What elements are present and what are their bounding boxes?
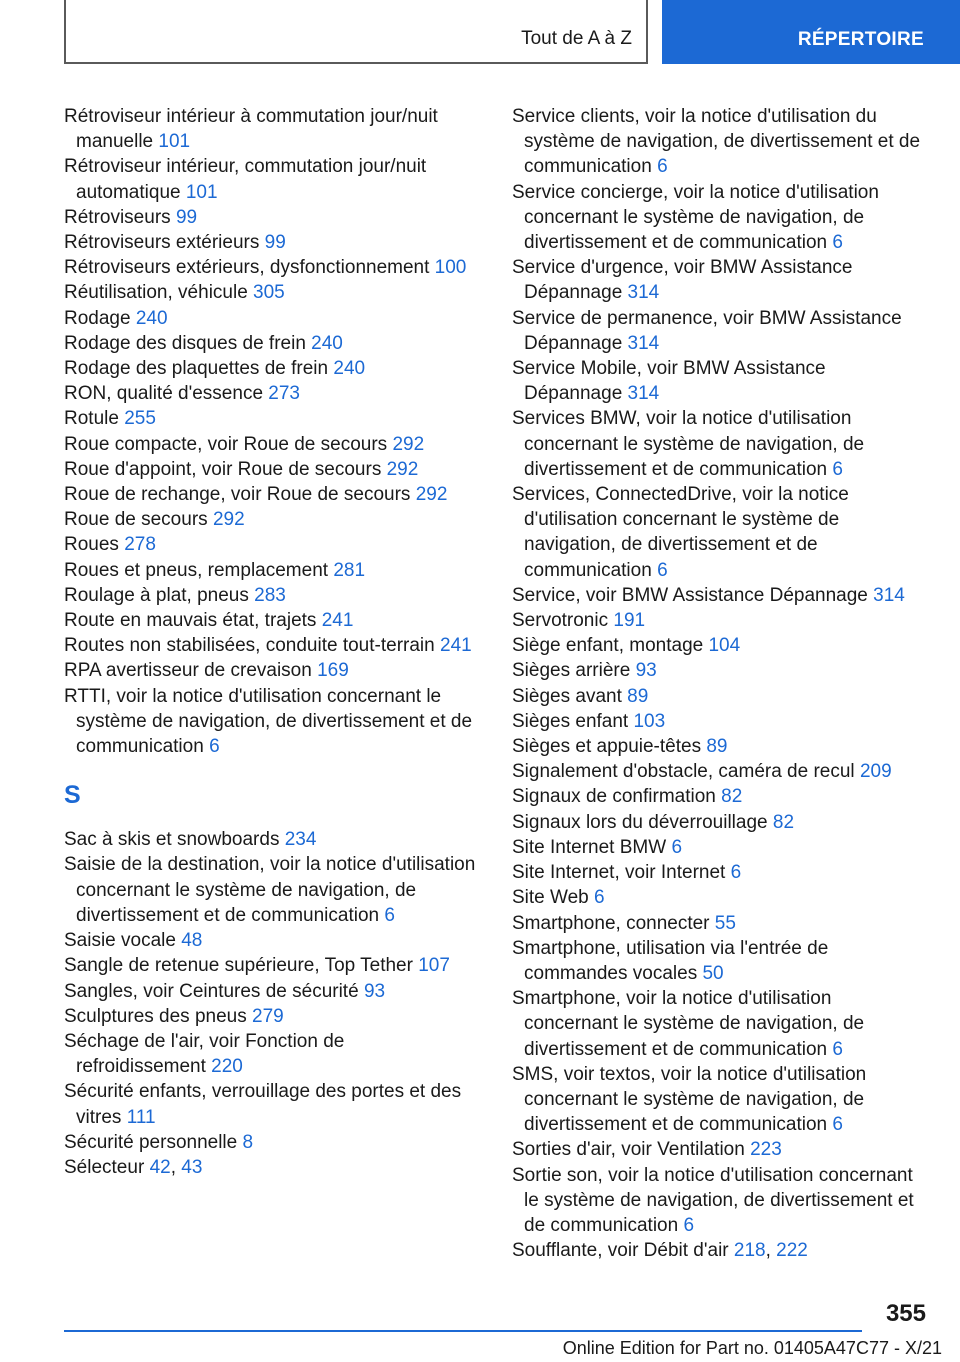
index-entry [64, 633, 476, 658]
index-entry-text: Rotule [64, 408, 119, 430]
index-entry [512, 633, 926, 658]
index-entry-text: Service d'urgence, voir BMW Assistance Dépannage [512, 257, 853, 304]
page-reference-link[interactable]: 103 [633, 710, 666, 732]
index-entry-text: Roulage à plat, pneus [64, 584, 249, 606]
page-reference-link[interactable]: 42 [149, 1156, 171, 1178]
page-reference-link[interactable]: 8 [242, 1131, 254, 1153]
index-entry [64, 205, 476, 230]
index-entry-text: RPA avertisseur de crevaison [64, 660, 312, 682]
index-entry [64, 306, 476, 331]
index-entry-text: RON, qualité d'essence [64, 383, 264, 405]
page-reference-link[interactable]: 292 [415, 484, 448, 506]
page-reference-link[interactable]: 6 [832, 1038, 843, 1060]
page-reference-link[interactable]: 292 [392, 433, 425, 455]
index-entry [64, 482, 476, 507]
index-entry [512, 608, 926, 633]
index-list-s-continued [512, 104, 926, 1263]
page-reference-link[interactable]: 209 [859, 761, 892, 783]
index-entry-text: Sièges et appuie-têtes [512, 736, 702, 758]
index-entry-text: Siège enfant, montage [512, 635, 704, 657]
index-entry [64, 255, 476, 280]
page-reference-link[interactable]: 292 [386, 458, 419, 480]
page-reference-link[interactable]: 6 [671, 836, 683, 858]
index-entry-text: Sortie son, voir la notice d'utilisation concernant le système de navigation, de divertissement et de communication [512, 1164, 914, 1236]
index-entry-text: Rétroviseur intérieur à commutation jour/nuit manuelle [64, 106, 438, 153]
page-reference-link[interactable]: 6 [209, 736, 220, 758]
index-entry-text: Saisie vocale [64, 930, 176, 952]
index-entry-text: Sécurité enfants, verrouillage des portes et des vitres [64, 1081, 462, 1128]
index-entry [64, 979, 476, 1004]
page-reference-link[interactable]: 82 [772, 811, 795, 833]
page-reference-link[interactable]: 6 [594, 887, 605, 909]
page-reference-link[interactable]: 278 [124, 534, 156, 556]
index-entry-text: Sac à skis et snowboards [64, 829, 280, 851]
index-entry [64, 1004, 476, 1029]
index-entry [512, 658, 926, 683]
index-entry-text: Service, voir BMW Assistance Dépannage [512, 584, 868, 606]
index-entry-text: Service concierge, voir la notice d'utilisation concernant le système de navigation, de divertissement et de communication [512, 181, 879, 254]
page-reference-link[interactable]: 55 [714, 912, 736, 934]
page-reference-link[interactable]: 314 [627, 282, 660, 304]
index-entry-text: Sièges avant [512, 685, 622, 707]
page-reference-link[interactable]: 6 [384, 904, 395, 926]
page-reference-link[interactable]: 89 [627, 685, 649, 707]
index-entry [64, 684, 476, 760]
index-entry-text: Rodage des disques de frein [64, 332, 306, 354]
index-entry [512, 810, 926, 835]
page-reference-link[interactable]: 111 [126, 1106, 156, 1128]
page-reference-link[interactable]: 6 [832, 458, 843, 480]
index-entry-text: Roue de secours [64, 509, 208, 531]
index-entry [512, 406, 926, 482]
index-entry-text: Signaux de confirmation [512, 786, 716, 808]
index-entry-text: Sangles, voir Ceintures de sécurité [64, 980, 359, 1002]
index-entry-text: Rétroviseur intérieur, commutation jour/nuit automatique [64, 156, 427, 203]
page-reference-link[interactable]: 240 [135, 307, 168, 329]
page-reference-link[interactable]: 305 [253, 282, 285, 304]
footer-edition: Online Edition for Part no. 01405A47C77 - X/21 [562, 1338, 942, 1358]
index-entry-text: Site Web [512, 887, 589, 909]
index-entry [64, 381, 476, 406]
index-entry [512, 482, 926, 583]
index-entry [512, 356, 926, 406]
index-entry [512, 885, 926, 910]
index-entry [512, 835, 926, 860]
index-entry [64, 507, 476, 532]
page-reference-link[interactable]: 101 [158, 131, 191, 153]
index-entry [64, 104, 476, 154]
index-entry-text: Rodage [64, 307, 131, 329]
index-entry [64, 928, 476, 953]
page-reference-link[interactable]: 240 [311, 332, 343, 354]
index-entry-text: Signalement d'obstacle, caméra de recul [512, 761, 855, 783]
page-reference-link[interactable]: 6 [657, 559, 668, 581]
page-reference-link[interactable]: 222 [776, 1240, 808, 1262]
index-entry [64, 558, 476, 583]
page-reference-link[interactable]: 99 [264, 232, 286, 254]
index-entry [64, 827, 476, 852]
index-entry [512, 1062, 926, 1138]
index-entry-text: Routes non stabilisées, conduite tout-terrain [64, 635, 435, 657]
page-reference-link[interactable]: 241 [440, 635, 472, 657]
index-entry-text: Service Mobile, voir BMW Assistance Dépannage [512, 358, 826, 405]
index-entry [64, 406, 476, 431]
index-entry [512, 936, 926, 986]
page-reference-link[interactable]: 93 [363, 980, 386, 1002]
page-reference-link[interactable]: 314 [873, 584, 905, 606]
index-entry [64, 1130, 476, 1155]
index-entry [512, 784, 926, 809]
index-entry-text: Sangle de retenue supérieure, Top Tether [64, 955, 413, 977]
index-entry-text: Rétroviseurs [64, 206, 171, 228]
page-reference-link[interactable]: 281 [333, 559, 366, 581]
index-entry: Soufflante, voir Débit d'air 218, 222 [512, 1240, 808, 1262]
index-list-r [64, 104, 476, 759]
index-entry-text: RTTI, voir la notice d'utilisation concernant le système de navigation, de divertissement et de communication [64, 685, 473, 758]
page-reference-link[interactable]: 273 [268, 383, 300, 405]
page-reference-link[interactable]: 48 [181, 930, 203, 952]
index-entry-text: Soufflante, voir Débit d'air [512, 1240, 729, 1262]
index-entry-text: Roue compacte, voir Roue de secours [64, 433, 388, 455]
page-reference-link[interactable]: 101 [185, 181, 218, 203]
index-entry [512, 306, 926, 356]
index-entry [512, 583, 926, 608]
page-reference-link[interactable]: 93 [635, 660, 657, 682]
index-entry [512, 986, 926, 1062]
index-entry-text: Site Internet, voir Internet [512, 862, 726, 884]
index-entry [512, 180, 926, 256]
index-entry-text: Réutilisation, véhicule [64, 282, 248, 304]
index-entry-text: Smartphone, connecter [512, 912, 710, 934]
index-entry-text: Rodage des plaquettes de frein [64, 358, 329, 380]
page-reference-link[interactable]: 104 [708, 635, 741, 657]
page-reference-link[interactable]: 283 [254, 584, 286, 606]
section-letter: S [64, 781, 81, 810]
index-entry-text: Sélecteur [64, 1156, 145, 1178]
index-entry [512, 684, 926, 709]
index-entry-text: Smartphone, utilisation via l'entrée de commandes vocales [512, 937, 829, 984]
page-reference-link[interactable]: 223 [750, 1139, 782, 1161]
index-entry [64, 230, 476, 255]
page-reference-link[interactable]: 6 [683, 1214, 695, 1236]
tab-label: RÉPERTOIRE [797, 29, 924, 50]
index-entry [64, 608, 476, 633]
index-column-left [64, 104, 476, 1180]
page-reference-link[interactable]: 292 [212, 509, 245, 531]
index-entry-text: Services, ConnectedDrive, voir la notice d'utilisation concernant le système de navigation, de divertissement et de communication [512, 484, 849, 581]
page-reference-link[interactable]: 255 [124, 408, 156, 430]
index-entry-text: Roues et pneus, remplacement [64, 559, 329, 581]
index-entry-text: SMS, voir textos, voir la notice d'utilisation concernant le système de navigation, de divertissement et de communication [512, 1063, 867, 1136]
index-entry [64, 1079, 476, 1129]
page-reference-link[interactable]: 314 [627, 332, 660, 354]
page-reference-link[interactable]: 218 [733, 1240, 766, 1262]
index-entry [512, 734, 926, 759]
page-reference-link[interactable]: 191 [613, 610, 646, 632]
index-entry-text: Sièges enfant [512, 710, 629, 732]
tab-tout-de-a-a-z[interactable] [64, 0, 648, 64]
index-entry [64, 583, 476, 608]
page-number: 355 [885, 1300, 926, 1327]
index-entry-text: Saisie de la destination, voir la notice d'utilisation concernant le système de navigation, de divertissement et de communication [64, 854, 476, 926]
index-entry [512, 1163, 926, 1239]
index-entry [64, 154, 476, 204]
index-entry-text: Rétroviseurs extérieurs [64, 232, 260, 254]
index-entry-text: Rétroviseurs extérieurs, dysfonctionnement [64, 257, 430, 279]
index-entry-text: Services BMW, voir la notice d'utilisation concernant le système de navigation, de divertissement et de communication [512, 408, 865, 480]
index-entry [64, 457, 476, 482]
index-column-right [512, 104, 926, 1263]
index-entry-text: Roue d'appoint, voir Roue de secours [64, 458, 382, 480]
index-entry-text: Smartphone, voir la notice d'utilisation concernant le système de navigation, de divertissement et de communication [512, 988, 865, 1060]
page-reference-link[interactable]: 6 [832, 232, 843, 254]
page-reference-link[interactable]: 6 [657, 156, 668, 178]
index-entry-text: Signaux lors du déverrouillage [512, 811, 768, 833]
index-list-s [64, 827, 476, 1180]
index-entry [512, 759, 926, 784]
index-entry-text: Route en mauvais état, trajets [64, 610, 317, 632]
page-reference-link[interactable]: 100 [434, 257, 467, 279]
index-entry [64, 852, 476, 928]
page-reference-link[interactable]: 241 [321, 610, 354, 632]
index-entry [64, 356, 476, 381]
index-entry [512, 104, 926, 180]
page-reference-link[interactable]: 99 [175, 206, 198, 228]
index-entry: Sélecteur 42, 43 [64, 1156, 203, 1178]
index-entry-text: Sécurité personnelle [64, 1131, 238, 1153]
index-entry-text: Roue de rechange, voir Roue de secours [64, 484, 411, 506]
index-entry-text: Sorties d'air, voir Ventilation [512, 1139, 745, 1161]
index-entry [512, 860, 926, 885]
tab-label: Tout de A à Z [521, 28, 632, 49]
page-reference-link[interactable]: 50 [702, 962, 724, 984]
index-entry [64, 532, 476, 557]
index-entry-text: Sièges arrière [512, 660, 631, 682]
page-reference-link[interactable]: 43 [181, 1156, 203, 1178]
page-reference-link[interactable]: 169 [317, 660, 349, 682]
index-entry [512, 1137, 926, 1162]
page-reference-link[interactable]: 82 [721, 786, 743, 808]
page-reference-link[interactable]: 89 [706, 736, 728, 758]
index-entry [512, 911, 926, 936]
page-reference-link[interactable]: 107 [418, 955, 450, 977]
page-reference-link[interactable]: 314 [627, 383, 660, 405]
index-entry-text: Service clients, voir la notice d'utilisation du système de navigation, de divertissement et de communication [512, 106, 921, 178]
page-reference-link[interactable]: 220 [211, 1056, 243, 1078]
page-reference-link[interactable]: 234 [284, 829, 317, 851]
footer-divider [64, 1330, 862, 1332]
index-entry [64, 953, 476, 978]
index-entry [64, 658, 476, 683]
index-entry [64, 1029, 476, 1079]
page-reference-link[interactable]: 6 [832, 1114, 843, 1136]
index-entry-text: Roues [64, 534, 119, 556]
index-entry [64, 280, 476, 305]
page-reference-link[interactable]: 279 [252, 1005, 284, 1027]
index-entry [64, 432, 476, 457]
tab-repertoire[interactable] [662, 0, 960, 64]
index-entry-text: Séchage de l'air, voir Fonction de refroidissement [64, 1030, 345, 1078]
index-entry-text: Sculptures des pneus [64, 1005, 247, 1027]
index-entry-text: Service de permanence, voir BMW Assistance Dépannage [512, 307, 902, 354]
page-reference-link[interactable]: 240 [333, 358, 366, 380]
index-entry-text: Site Internet BMW [512, 836, 667, 858]
index-entry [512, 255, 926, 305]
page-reference-link[interactable]: 6 [730, 862, 742, 884]
index-entry [64, 331, 476, 356]
index-entry-text: Servotronic [512, 610, 609, 632]
index-entry [512, 709, 926, 734]
